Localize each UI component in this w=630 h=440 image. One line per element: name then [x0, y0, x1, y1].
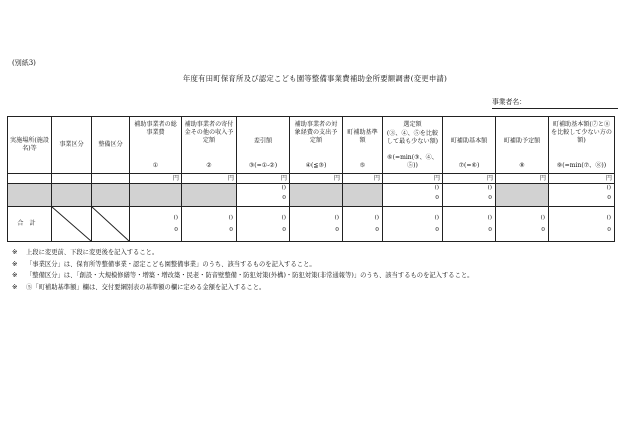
total-cost-cell[interactable] [130, 184, 182, 207]
note-item: ※ 「整備区分」は、「創設・大規模修繕等・増築・増改築・民老・防音壁整備・防犯対策(外構)・防犯対策(非常通報等)」のうち、該当するものを記入すること。 [12, 272, 474, 279]
unit-yen: 円 [237, 174, 290, 184]
facility-row [8, 184, 615, 207]
budget-table [7, 116, 615, 242]
header-standard-amount: 町補助基準額 ⑤ [343, 117, 383, 174]
header-base-min: 町補助基本額(⑦と⑧を比較して少ない方の額) ⑨(=min(⑦、⑧)) [549, 117, 615, 174]
standard-amount-cell[interactable] [343, 184, 383, 207]
unit-yen: 円 [182, 174, 237, 184]
total-label: 合計 [8, 207, 52, 242]
note-item: ※ 上段に変更前、下段に変更後を記入すること。 [12, 249, 159, 256]
note-item: ※ 「事業区分」は、保育所等整備事業・認定こども園整備事業」のうち、該当するものを記入すること。 [12, 260, 316, 268]
base-amount-cell: () 0 [443, 184, 496, 207]
header-selected-amount: 選定額 (③、④、⑤を比較して最も少ない額) ⑥(=min(③、④、⑤)) [383, 117, 443, 174]
header-total-cost: 補助事業者の総事業費 ① [130, 117, 182, 174]
form-number: (別紙3) [12, 59, 36, 67]
header-type: 整備区分 [92, 117, 130, 174]
operator-name-line [492, 108, 618, 109]
unit-empty [52, 174, 92, 184]
unit-yen: 円 [290, 174, 343, 184]
total-business-diagonal [52, 207, 92, 242]
header-eligible-expense: 補助事業者の対象経費の支出予定額 ④(≦③) [290, 117, 343, 174]
selected-amount-cell: () 0 [383, 184, 443, 207]
header-row [8, 117, 615, 174]
header-difference: 差引額 ③(=①-②) [237, 117, 290, 174]
header-donation: 補助事業者の寄付金その他の収入予定額 ② [182, 117, 237, 174]
base-min-cell: () 0 [549, 184, 615, 207]
header-planned-amount: 町補助予定額 ⑧ [496, 117, 549, 174]
type-cell[interactable] [92, 184, 130, 207]
unit-yen: 円 [130, 174, 182, 184]
operator-name-label: 事業者名： [492, 98, 526, 106]
header-base-amount: 町補助基本額 ⑦(=⑥) [443, 117, 496, 174]
total-eligible-expense: () 0 [290, 207, 343, 242]
total-standard-amount: () 0 [343, 207, 383, 242]
difference-cell: () 0 [237, 184, 290, 207]
unit-yen: 円 [383, 174, 443, 184]
total-selected-amount: () 0 [383, 207, 443, 242]
unit-empty [8, 174, 52, 184]
total-donation: () 0 [182, 207, 237, 242]
header-business: 事業区分 [52, 117, 92, 174]
total-base-min: () 0 [549, 207, 615, 242]
unit-empty [92, 174, 130, 184]
total-row [8, 207, 615, 242]
total-total-cost: () 0 [130, 207, 182, 242]
total-base-amount: () 0 [443, 207, 496, 242]
total-difference: () 0 [237, 207, 290, 242]
total-planned-amount: () 0 [496, 207, 549, 242]
header-facility: 実施場所(施設名)等 [8, 117, 52, 174]
total-type-diagonal [92, 207, 130, 242]
donation-cell[interactable] [182, 184, 237, 207]
unit-yen: 円 [496, 174, 549, 184]
unit-yen: 円 [549, 174, 615, 184]
planned-amount-cell[interactable] [496, 184, 549, 207]
unit-yen: 円 [443, 174, 496, 184]
eligible-expense-cell[interactable] [290, 184, 343, 207]
facility-cell[interactable] [8, 184, 52, 207]
document-title: 年度有田町保育所及び認定こども園等整備事業費補助金所要額調書(変更申請) [182, 74, 448, 83]
note-item: ※ ⑤「町補助基準額」欄は、交付要綱別表の基準額の欄に定める金額を記入すること。 [12, 283, 266, 291]
unit-yen: 円 [343, 174, 383, 184]
unit-row [8, 174, 615, 184]
business-cell[interactable] [52, 184, 92, 207]
notes-list [12, 247, 473, 293]
